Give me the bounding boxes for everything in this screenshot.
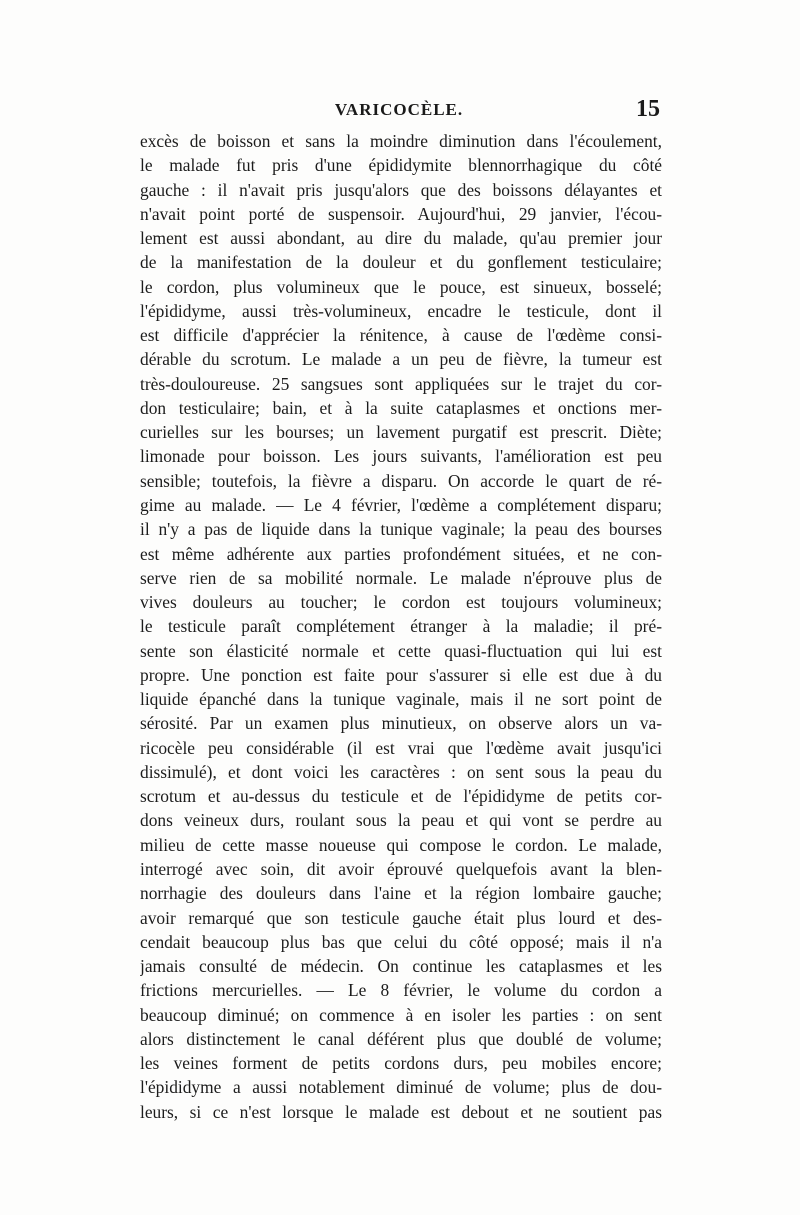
text-line: don testiculaire; bain, et à la suite cataplasmes et onctions mer- — [140, 397, 662, 418]
text-line: jamais consulté de médecin. On continue les cataplasmes et les — [140, 956, 662, 977]
text-line: avoir remarqué que son testicule gauche était plus lourd et des- — [140, 907, 662, 928]
text-line: vives douleurs au toucher; le cordon est toujours volumineux; — [140, 592, 662, 613]
text-line: liquide épanché dans la tunique vaginale, mais il ne sort point de — [140, 689, 662, 710]
text-line: n'avait point porté de suspensoir. Aujourd'hui, 29 janvier, l'écou- — [140, 203, 662, 224]
text-line: excès de boisson et sans la moindre diminution dans l'écoulement, — [140, 131, 662, 151]
text-line: interrogé avec soin, dit avoir éprouvé quelquefois avant la blen- — [140, 858, 662, 879]
text-line: sérosité. Par un examen plus minutieux, on observe alors un va- — [140, 713, 662, 734]
text-line: lement est aussi abondant, au dire du malade, qu'au premier jour — [140, 228, 662, 249]
text-line: est même adhérente aux parties profondément situées, et ne con- — [140, 543, 662, 564]
text-line: dons veineux durs, roulant sous la peau et qui vont se perdre au — [140, 810, 662, 831]
text-line: ricocèle peu considérable (il est vrai que l'œdème avait jusqu'ici — [140, 737, 662, 758]
text-line: l'épididyme, aussi très-volumineux, encadre le testicule, dont il — [140, 300, 662, 321]
text-line: beaucoup diminué; on commence à en isoler les parties : on sent — [140, 1004, 662, 1025]
text-line: très-douloureuse. 25 sangsues sont appliquées sur le trajet du cor- — [140, 373, 662, 394]
text-line: gauche : il n'avait pris jusqu'alors que des boissons délayantes et — [140, 179, 662, 200]
text-line: le malade fut pris d'une épididymite blennorrhagique du côté — [140, 155, 662, 176]
text-line: leurs, si ce n'est lorsque le malade est debout et ne soutient pas — [140, 1101, 662, 1122]
text-line: propre. Une ponction est faite pour s'assurer si elle est due à du — [140, 664, 662, 685]
text-line: est difficile d'apprécier la rénitence, à cause de l'œdème consi- — [140, 325, 662, 346]
text-line: serve rien de sa mobilité normale. Le malade n'éprouve plus de — [140, 567, 662, 588]
text-line: alors distinctement le canal déférent plus que doublé de volume; — [140, 1028, 662, 1049]
text-line: de la manifestation de la douleur et du gonflement testiculaire; — [140, 252, 662, 273]
running-header — [138, 96, 660, 122]
text-line: le cordon, plus volumineux que le pouce, est sinueux, bosselé; — [140, 276, 662, 297]
body-text — [140, 129, 662, 1124]
text-line: norrhagie des douleurs dans l'aine et la région lombaire gauche; — [140, 883, 662, 904]
text-line: il n'y a pas de liquide dans la tunique vaginale; la peau des bourses — [140, 519, 662, 540]
text-line: dérable du scrotum. Le malade a un peu de fièvre, la tumeur est — [140, 349, 662, 370]
text-line: scrotum et au-dessus du testicule et de l'épididyme de petits cor- — [140, 786, 662, 807]
text-line: sensible; toutefois, la fièvre a disparu. On accorde le quart de ré- — [140, 470, 662, 491]
text-line: sente son élasticité normale et cette quasi-fluctuation qui lui est — [140, 640, 662, 661]
text-line: curielles sur les bourses; un lavement purgatif est prescrit. Diète; — [140, 422, 662, 443]
text-line: limonade pour boisson. Les jours suivants, l'amélioration est peu — [140, 446, 662, 467]
text-line: cendait beaucoup plus bas que celui du côté opposé; mais il n'a — [140, 931, 662, 952]
text-line: le testicule paraît complétement étranger à la maladie; il pré- — [140, 616, 662, 637]
text-line: dissimulé), et dont voici les caractères : on sent sous la peau du — [140, 761, 662, 782]
text-line: frictions mercurielles. — Le 8 février, le volume du cordon a — [140, 980, 662, 1001]
text-line: gime au malade. — Le 4 février, l'œdème a complétement disparu; — [140, 494, 662, 515]
text-line: milieu de cette masse noueuse qui compose le cordon. Le malade, — [140, 834, 662, 855]
page-number: 15 — [636, 96, 660, 122]
text-line: l'épididyme a aussi notablement diminué de volume; plus de dou- — [140, 1077, 662, 1098]
text-line: les veines forment de petits cordons durs, peu mobiles encore; — [140, 1053, 662, 1074]
running-title: VARICOCÈLE. — [334, 100, 464, 119]
